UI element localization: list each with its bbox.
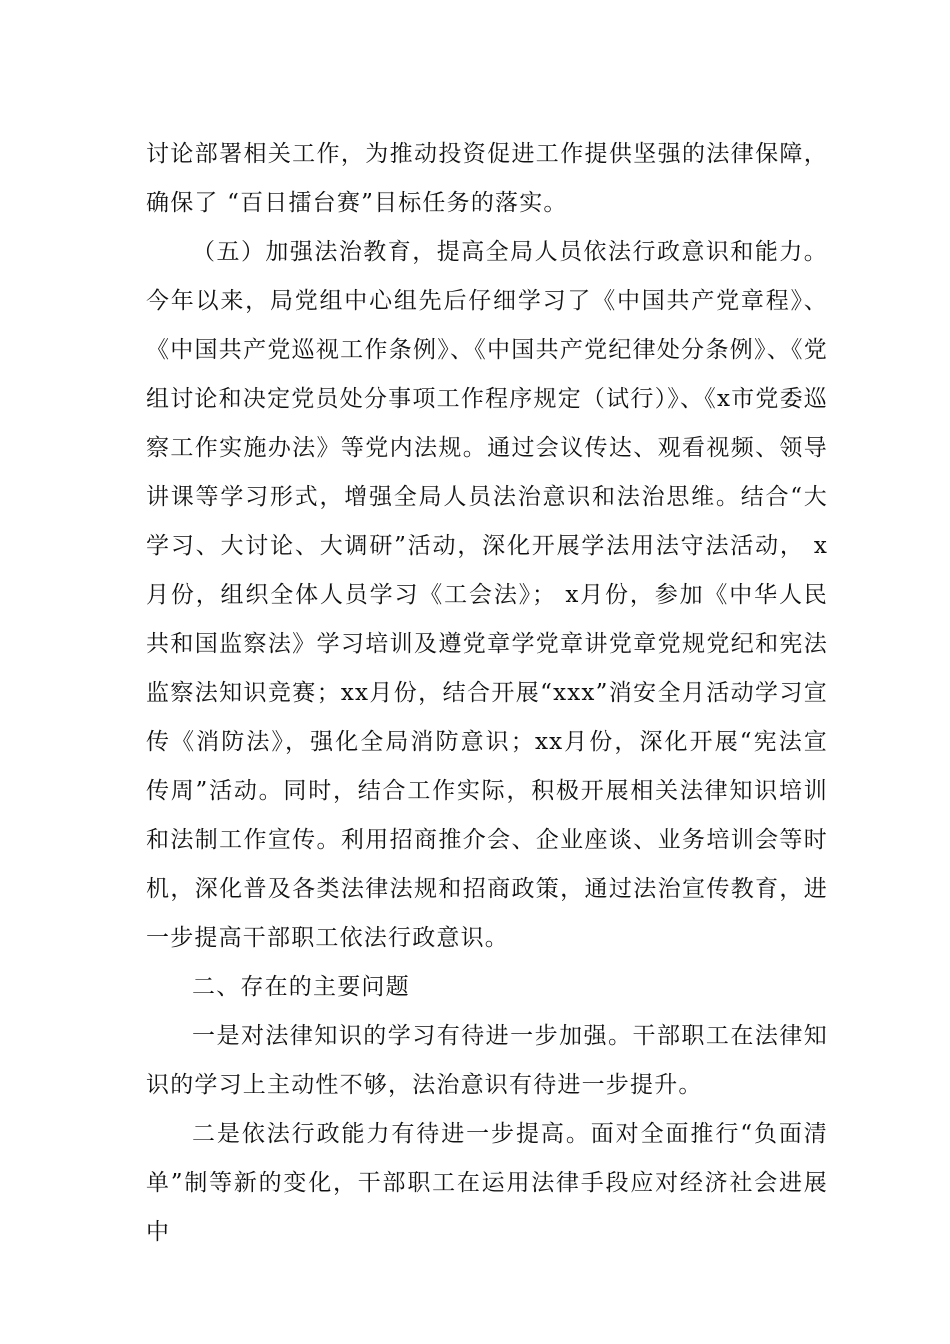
paragraph-continued: 讨论部署相关工作，为推动投资促进工作提供坚强的法律保障，确保了 “百日擂台赛”目标任务的落实。 — [146, 141, 828, 216]
paragraph-issue-2: 二是依法行政能力有待进一步提高。面对全面推行“负面清单”制等新的变化，干部职工在运用法律手段应对经济社会进展中 — [146, 1121, 828, 1245]
paragraph-issue-1: 一是对法律知识的学习有待进一步加强。干部职工在法律知识的学习上主动性不够，法治意识有待进一步提升。 — [146, 1023, 828, 1098]
paragraph-section-5: （五）加强法治教育，提高全局人员依法行政意识和能力。今年以来，局党组中心组先后仔细学习了《中国共产党章程》、《中国共产党巡视工作条例》、《中国共产党纪律处分条例》、《党组讨论和决定党员处分事项工作程序规定（试行）》、《x市党委巡察工作实施办法》等党内法规。通过会议传达、观看视频、领导讲课等学习形式，增强全局人员法治意识和法治思维。结合“大学习、大讨论、大调研”活动，深化开展学法用法守法活动， x月份，组织全体人员学习《工会法》； x月份，参加《中华人民共和国监察法》学习培训及遵党章学党章讲党章党规党纪和宪法监察法知识竞赛；xx月份，结合开展“xxx”消安全月活动学习宣传《消防法》，强化全局消防意识；xx月份，深化开展“宪法宣传周”活动。同时，结合工作实际，积极开展相关法律知识培训和法制工作宣传。利用招商推介会、企业座谈、业务培训会等时机，深化普及各类法律法规和招商政策，通过法治宣传教育，进一步提高干部职工依法行政意识。 — [146, 239, 828, 951]
section-heading-main-problems: 二、存在的主要问题 — [192, 974, 410, 1000]
document-body — [146, 130, 828, 1257]
